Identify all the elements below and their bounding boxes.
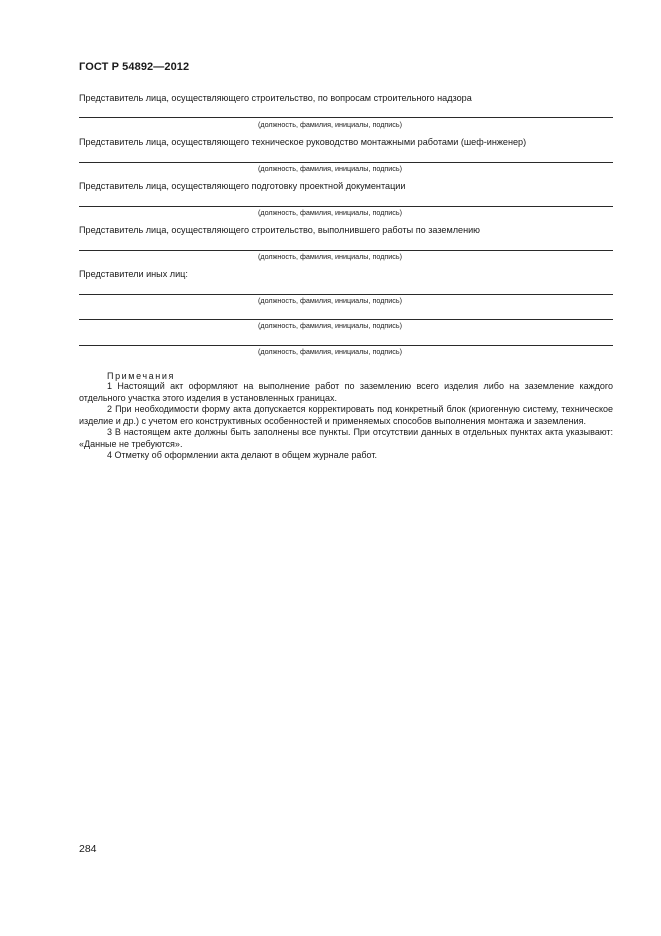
document-header: ГОСТ Р 54892—2012 [79,61,190,73]
note-item: 2 При необходимости форму акта допускается корректировать под конкретный блок (криогенную систему, техническое изделие и др.) с учетом его конструктивных особенностей и применяемых способов выполнения монтажа и заземления. [79,404,613,426]
signature-caption: (должность, фамилия, инициалы, подпись) [258,120,403,129]
representative-label-construction-supervision: Представитель лица, осуществляющего строительство, по вопросам строительного надзора [79,93,472,103]
signature-line [79,319,613,320]
notes-list [79,381,613,462]
representative-label-chief-engineer: Представитель лица, осуществляющего техническое руководство монтажными работами (шеф-инженер) [79,137,527,147]
representative-label-design-documentation: Представитель лица, осуществляющего подготовку проектной документации [79,181,406,191]
signature-caption: (должность, фамилия, инициалы, подпись) [258,164,403,173]
note-item: 1 Настоящий акт оформляют на выполнение работ по заземлению всего изделия либо на заземление каждого отдельного участка этого изделия в установленных границах. [79,381,613,403]
signature-caption: (должность, фамилия, инициалы, подпись) [258,252,403,261]
signature-line [79,117,613,118]
signature-caption: (должность, фамилия, инициалы, подпись) [258,208,403,217]
note-item: 4 Отметку об оформлении акта делают в общем журнале работ. [107,450,377,460]
signature-line [79,345,613,346]
signature-line [79,162,613,163]
signature-caption: (должность, фамилия, инициалы, подпись) [258,347,403,356]
notes-heading: Примечания [107,371,175,381]
signature-line [79,250,613,251]
signature-line [79,294,613,295]
signature-line [79,206,613,207]
representative-label-grounding-works: Представитель лица, осуществляющего строительство, выполнившего работы по заземлению [79,225,481,235]
page-number: 284 [79,843,97,855]
other-representatives-label: Представители иных лиц: [79,269,188,279]
note-item: 3 В настоящем акте должны быть заполнены все пункты. При отсутствии данных в отдельных пунктах акта указывают: «Данные не требуются». [79,427,613,449]
signature-caption: (должность, фамилия, инициалы, подпись) [258,321,403,330]
signature-caption: (должность, фамилия, инициалы, подпись) [258,296,403,305]
